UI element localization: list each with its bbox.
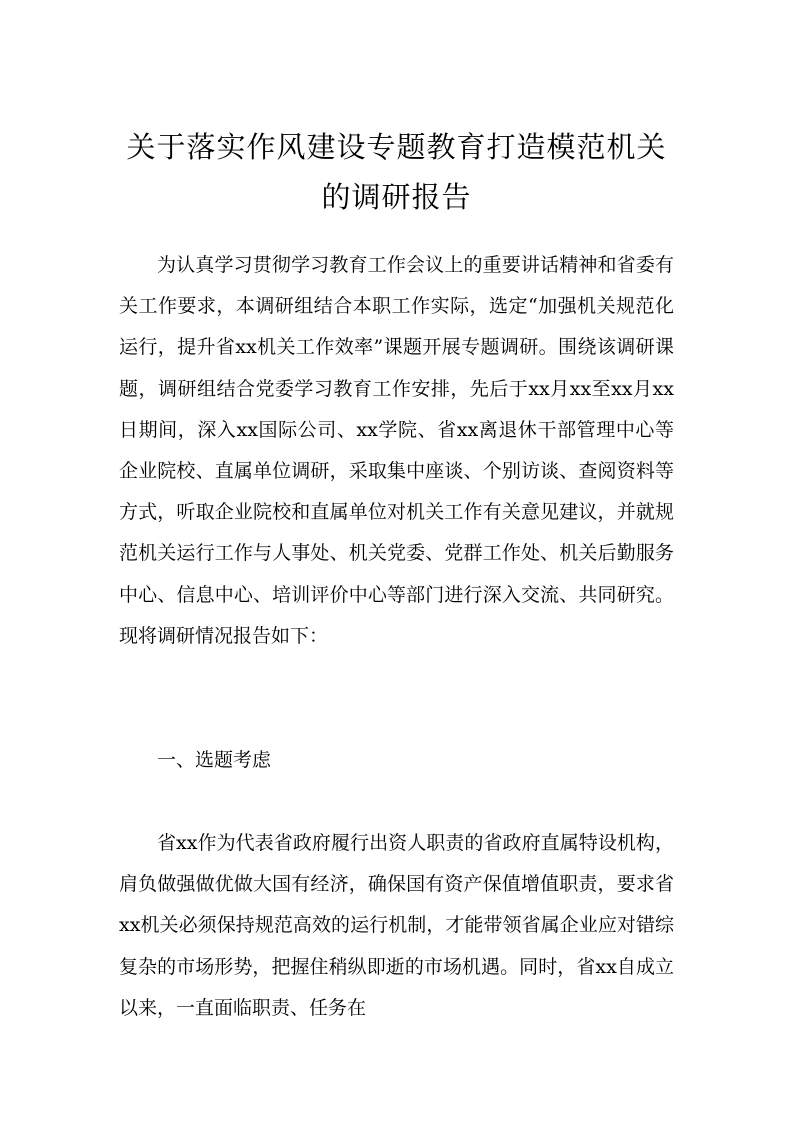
intro-paragraph: 为认真学习贯彻学习教育工作会议上的重要讲话精神和省委有关工作要求，本调研组结合本职工作实际，选定“加强机关规范化运行，提升省xx机关工作效率”课题开展专题调研。围绕该调研课题，调研组结合党委学习教育工作安排，先后于xx月xx至xx月xx日期间，深入xx国际公司、xx学院、省xx离退休干部管理中心等企业院校、直属单位调研，采取集中座谈、个别访谈、查阅资料等方式，听取企业院校和直属单位对机关工作有关意见建议，并就规范机关运行工作与人事处、机关党委、党群工作处、机关后勤服务中心、信息中心、培训评价中心等部门进行深入交流、共同研究。现将调研情况报告如下： <box>119 254 674 647</box>
section-1-heading: 一、选题考虑 <box>157 749 272 771</box>
document-title-line-1: 关于落实作风建设专题教育打造模范机关 <box>126 130 667 164</box>
document-title-line-2: 的调研报告 <box>321 180 472 214</box>
section-1-paragraph: 省xx作为代表省政府履行出资人职责的省政府直属特设机构，肩负做强做优做大国有经济，确保国有资产保值增值职责，要求省xx机关必须保持规范高效的运行机制，才能带领省属企业应对错综复杂的市场形势，把握住稍纵即逝的市场机遇。同时，省xx自成立以来，一直面临职责、任务在 <box>119 832 674 1019</box>
